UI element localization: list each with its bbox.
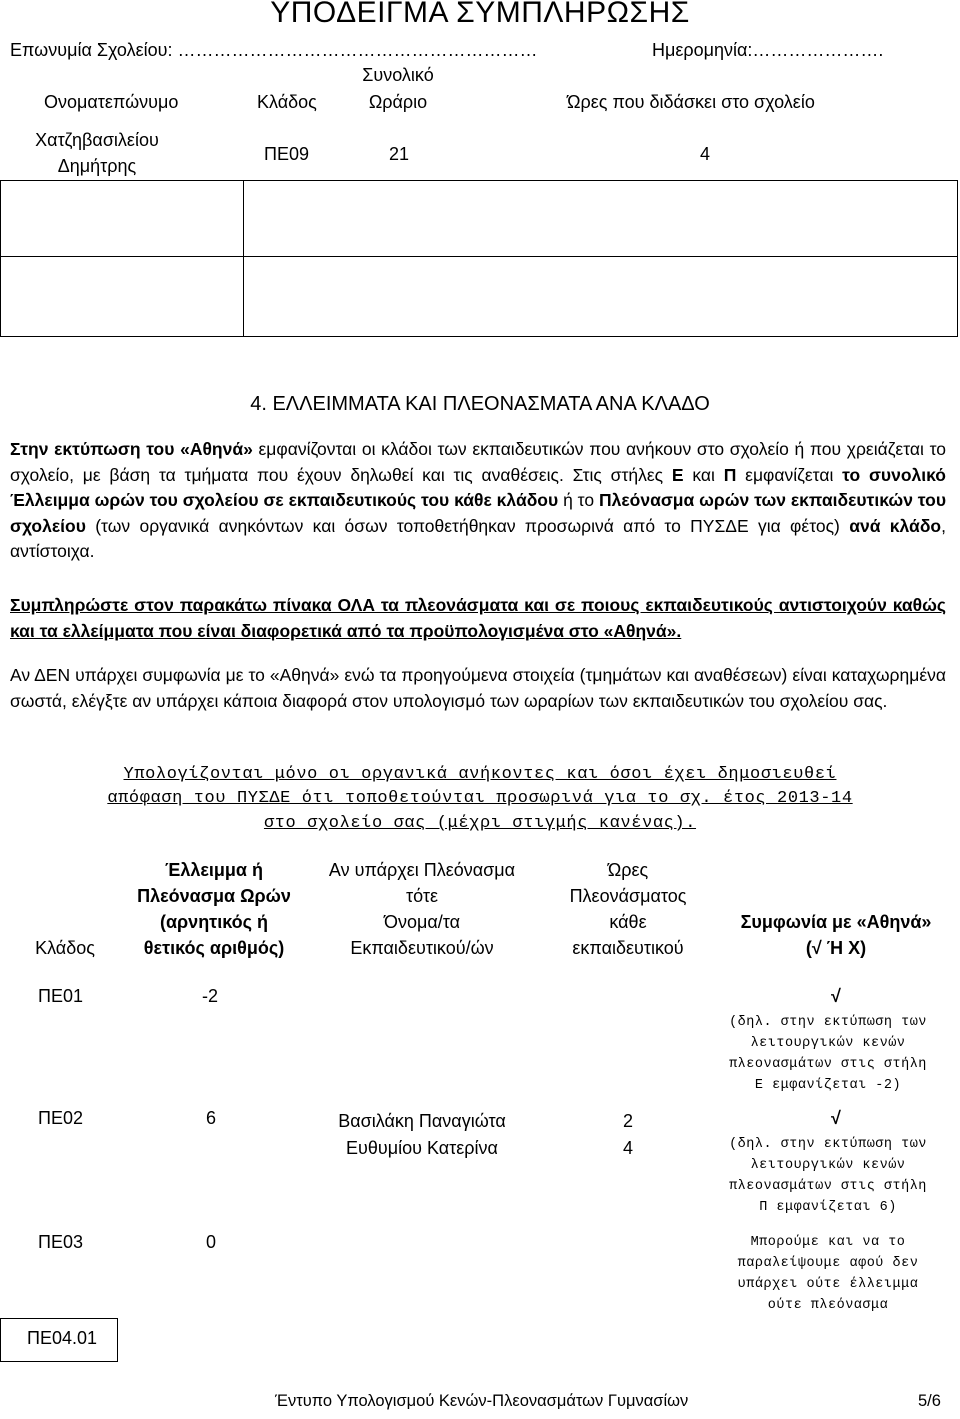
col-name-header: Ονοματεπώνυμο xyxy=(44,92,179,112)
p1-bold-e: Ε xyxy=(671,464,684,485)
p1-bold-per-branch: ανά κλάδο xyxy=(849,515,942,536)
section-4-paragraph-3: Αν ΔΕΝ υπάρχει συμφωνία με το «Αθηνά» ενώ τα προηγούμενα στοιχεία (τμημάτων και αναθέσεων) είναι καταχωρημένα σωστά, ελέγξτε αν υπάρχει κάποια διαφορά στον υπολογισμό των ωραρίων των εκπαιδευτικών του σχολείου σας. xyxy=(10,665,946,711)
row-branch: ΠΕ03 xyxy=(38,1232,84,1252)
empty-teacher-rows xyxy=(0,180,958,336)
row-branch: ΠΕ04.01 xyxy=(27,1328,98,1348)
teacher-branch: ΠΕ09 xyxy=(264,144,310,164)
p1-bold-surplus: Πλεόνασμα ωρών των εκπαιδευτικών του σχολείου xyxy=(10,490,947,536)
p1-text-5: (των οργανικά ανηκόντων και όσων τοποθετήθηκαν προσωρινά από το ΠΥΣΔΕ για φέτος) xyxy=(85,515,850,536)
row-note: (δηλ. στην εκτύπωση των λειτουργικών κενών πλεονασμάτων στις στήλη Π εμφανίζεται 6) xyxy=(729,1137,927,1215)
mono-note-line-2: απόφαση του ΠΥΣΔΕ ότι τοποθετούνται προσωρινά για το σχ. έτος 2013-14 xyxy=(107,789,853,808)
th-athena-agreement: Συμφωνία με «Αθηνά» (√ Ή Χ) xyxy=(740,912,932,958)
page-title: ΥΠΟΔΕΙΓΜΑ ΣΥΜΠΛΗΡΩΣΗΣ xyxy=(270,0,690,29)
row-surplus-hours: 2 4 xyxy=(622,1111,633,1158)
teacher-school-hours: 4 xyxy=(700,144,711,164)
col-total-header-line1: Συνολικό xyxy=(362,65,434,85)
footer-text: Έντυπο Υπολογισμού Κενών-Πλεονασμάτων Γυμνασίων xyxy=(275,1392,689,1410)
p1-text-4: ή το xyxy=(558,490,599,510)
teacher-total-hours: 21 xyxy=(389,144,410,164)
th-branch: Κλάδος xyxy=(35,938,95,958)
row-value: -2 xyxy=(202,986,219,1006)
mono-note-line-3: στο σχολείο σας (μέχρι στιγμής κανένας). xyxy=(263,814,697,833)
p1-text-3: εμφανίζεται xyxy=(736,464,843,485)
teacher-surname: Χατζηβασιλείου xyxy=(35,130,159,150)
row-branch: ΠΕ01 xyxy=(38,986,84,1006)
row-branch: ΠΕ02 xyxy=(38,1108,84,1128)
col-hours-header: Ώρες που διδάσκει στο σχολείο xyxy=(567,92,815,112)
row-note: (δηλ. στην εκτύπωση των λειτουργικών κενών πλεονασμάτων στις στήλη Ε εμφανίζεται -2) xyxy=(729,1015,927,1093)
deficit-surplus-table xyxy=(6,855,956,973)
page-number: 5/6 xyxy=(918,1392,941,1410)
col-branch-header: Κλάδος xyxy=(257,92,317,112)
teacher-firstname: Δημήτρης xyxy=(57,156,137,176)
mono-note-line-1: Υπολογίζονται μόνο οι οργανικά ανήκοντες και όσοι έχει δημοσιευθεί xyxy=(123,765,837,784)
p1-bold-athena: Στην εκτύπωση του «Αθηνά» xyxy=(10,439,253,459)
row-value: 0 xyxy=(206,1232,217,1252)
p1-bold-p: Π xyxy=(723,464,737,485)
p2-instruction: Συμπληρώστε στον παρακάτω πίνακα ΟΛΑ τα πλεονάσματα και σε ποιους εκπαιδευτικούς αντιστοιχούν καθώς και τα ελλείμματα που είναι διαφορετικά από τα προϋπολογισμένα στο «Αθηνά». xyxy=(10,595,946,641)
check-icon: √ xyxy=(831,1108,841,1128)
section-4-paragraph-1 xyxy=(10,437,946,565)
p1-text-1: εμφανίζονται οι κλάδοι των εκπαιδευτικών που ανήκουν στο σχολείο ή που χρειάζεται το σχολείο, με βάση τα τμήματα που έχουν δηλωθεί και τις αναθέσεις. Στις στήλες xyxy=(10,439,946,485)
date-label: Ημερομηνία:…………………. xyxy=(652,40,884,60)
th-teacher-names: Αν υπάρχει Πλεόνασμα τότε Όνομα/τα Εκπαιδευτικού/ών xyxy=(328,860,516,958)
check-icon: √ xyxy=(831,986,841,1006)
th-deficit: Έλλειμμα ή Πλεόνασμα Ωρών (αρνητικός ή θετικός αριθμός) xyxy=(137,860,291,958)
p1-text-2: και xyxy=(683,464,724,485)
school-name-label: Επωνυμία Σχολείου: …………………………………………………… xyxy=(10,40,538,60)
row-value: 6 xyxy=(206,1108,217,1128)
section-4-paragraph-2 xyxy=(10,593,946,644)
th-surplus-hours: Ώρες Πλεονάσματος κάθε εκπαιδευτικού xyxy=(569,860,687,958)
row-note: Μπορούμε και να το παραλείψουμε αφού δεν υπάρχει ούτε έλλειμμα ούτε πλεόνασμα xyxy=(737,1235,919,1313)
col-total-header-line2: Ωράριο xyxy=(368,92,428,112)
p1-bold-deficit: το συνολικό Έλλειμμα ωρών του σχολείου σε εκπαιδευτικούς του κάθε κλάδου xyxy=(10,464,946,510)
table-row xyxy=(0,1318,118,1362)
section-4-heading: 4. ΕΛΛΕΙΜΜΑΤΑ ΚΑΙ ΠΛΕΟΝΑΣΜΑΤΑ ΑΝΑ ΚΛΑΔΟ xyxy=(250,393,710,415)
row-teacher-names: Βασιλάκη Παναγιώτα Ευθυμίου Κατερίνα xyxy=(338,1111,506,1158)
p1-text-6: , αντίστοιχα. xyxy=(10,515,946,561)
